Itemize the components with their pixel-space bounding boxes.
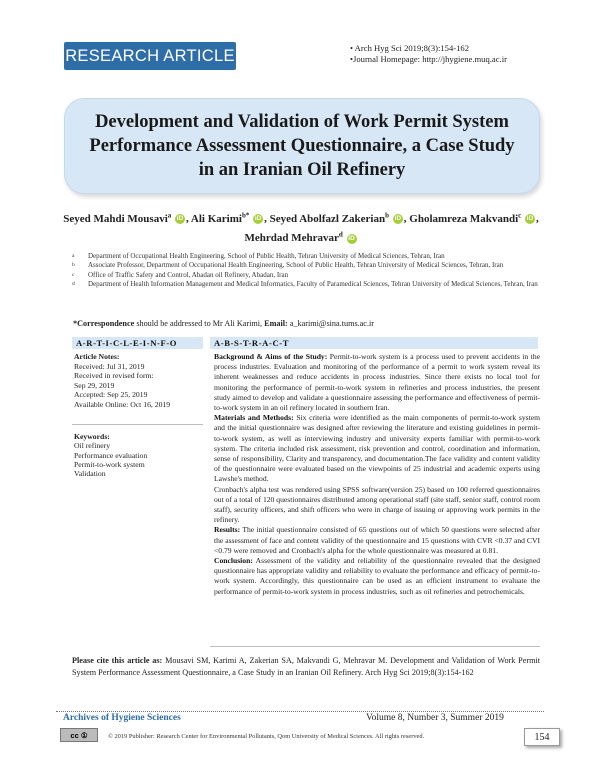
keyword: Validation	[74, 469, 106, 479]
paper-title: Development and Validation of Work Permit System Performance Assessment Questionnaire, a Case Study in an Iranian Oil Refinery	[89, 112, 515, 180]
abstract-methods: Materials and Methods: Six criteria were identified as the main components of permit-to-work system and the initial questionnaire was designed after reviewing the literature and existing guidelines in permit-to-work system, as well as interviewing industry and university experts familiar with permit-to-work system. The criteria included risk assessment, risk prevention and control, coordination and information, sense of responsibility, Clarity and transparency, and documentation.The face validity and content validity of the questionnaire were evaluated based on the viewpoints of 25 industrial and academic experts using Lawshe's method.	[214, 413, 540, 484]
email-link[interactable]: a_karimi@sina.tums.ac.ir	[287, 319, 374, 328]
affiliation: b Associate Professor, Department of Occupational Health Engineering, School of Public Health, Tehran University of Medical Sciences, Tehran, Iran	[72, 261, 504, 270]
orcid-icon[interactable]: iD	[254, 215, 262, 223]
cite-block: Please cite this article as: Mousavi SM, Karimi A, Zakerian SA, Makvandi G, Mehravar M. Development and Validation of Work Permit System Performance Assessment Questionnaire, a Case Study in an Iranian Oil Refinery. Arch Hyg Sci 2019;8(3):154-162	[72, 656, 540, 677]
article-notes: Article Notes: Received: Jul 31, 2019 Received in revised form: Sep 29, 2019 Accepted: Sep 25, 2019 Available Online: Oct 16, 2019	[74, 352, 204, 409]
divider	[210, 646, 540, 647]
page-number: 154	[524, 728, 560, 746]
creative-commons-icon[interactable]: cc ①	[60, 728, 98, 742]
abstract-results: Results: The initial questionnaire consisted of 65 questions out of which 50 questions were selected after the assessment of face and content validity of the questionnaire and 15 questions with CVR <0.37 and CVI <0.79 were removed and Cronbach's alpha for the whole questionnaire was measured at 0.81.	[214, 525, 540, 555]
affiliation: c Office of Traffic Safety and Control, Abadan oil Refinery, Abadan, Iran	[72, 270, 289, 279]
orcid-icon[interactable]: iD	[176, 215, 184, 223]
divider	[72, 424, 203, 425]
abstract-background: Background & Aims of the Study: Permit-to-work system is a process used to prevent accidents in the process industries. Evaluation and monitoring of the performance of a permit to work system reveal its inherent weaknesses and reduce accidents in process industries. Since there exists no local tool for monitoring the performance of permit-to-work system in refineries and process industries, the present study aimed to develop and validate a questionnaire assessing the performance and effectiveness of permit-to-work system in an oil refinery located in southern Iran.	[214, 352, 540, 413]
affiliation: a Department of Occupational Health Engineering, School of Public Health, Tehran University of Medical Sciences, Tehran, Iran	[72, 252, 445, 260]
author-list: Seyed Mahdi Mousavi$^a$ iD , Ali Karimi$^{b*}$ iD , Seyed Abolfazl Zakerian$^b$ iD , Gholamreza Makvandi$^c$ iD , Mehrdad Mehravar$^d$ iD	[63, 211, 539, 245]
homepage-line[interactable]: •Journal Homepage: http://jhygiene.muq.ac.ir	[350, 54, 507, 64]
abstract-header: A-B-S-T-R-A-C-T	[210, 337, 538, 349]
author: Ali Karimi$^{b*}$	[190, 211, 250, 225]
author: Mehrdad Mehravar$^d$	[244, 230, 343, 245]
abstract-conclusion: Conclusion: Assessment of the validity and reliability of the questionnaire revealed that the designed questionnaire has appropriate validity and reliability to evaluate the performance and efficacy of permit-to-work system. Accordingly, this questionnaire can be used as an efficient instrument to evaluate the performance of permit-to-work system in process industries, such as oil refineries and petrochemicals.	[214, 556, 540, 596]
affiliation: d Department of Health Information Management and Medical Informatics, Faculty of Paramedical Sciences, Tehran University of Medical Sciences, Tehran, Iran	[72, 279, 538, 288]
keyword: Permit-to-work system	[74, 459, 145, 469]
author: Gholamreza Makvandi$^c$	[409, 211, 522, 225]
keyword: Performance evaluation	[74, 450, 148, 460]
keywords: Keywords: Oil refinery Performance evaluation Permit-to-work system Validation	[74, 432, 204, 478]
orcid-icon[interactable]: iD	[526, 215, 534, 223]
note-line: Available Online: Oct 16, 2019	[74, 399, 171, 409]
copyright-notice: © 2019 Publisher: Research Center for Environmental Pollutants, Qom University of Medical Sciences. All rights reserved.	[108, 733, 425, 740]
orcid-icon[interactable]: iD	[394, 215, 402, 223]
footer-issue: Volume 8, Number 3, Summer 2019	[366, 713, 504, 723]
citation-line: • Arch Hyg Sci 2019;8(3):154-162	[350, 43, 470, 53]
note-line: Received: Jul 31, 2019	[74, 361, 145, 371]
article-info-header: A-R-T-I-C-L-E-I-N-F-O	[72, 337, 203, 349]
correspondence: *Correspondence should be addressed to Mr Ali Karimi, Email: a_karimi@sina.tums.ac.ir	[73, 319, 374, 328]
footer-divider	[56, 711, 544, 712]
affiliations	[72, 252, 548, 289]
footer-journal-name: Archives of Hygiene Sciences	[63, 713, 181, 723]
author: Seyed Abolfazl Zakerian$^b$	[269, 211, 390, 225]
abstract-methods-cont: Cronbach's alpha test was rendered using SPSS software(version 25) based on 100 referred questionnaires out of a total of 120 questionnaires distributed among operational staff (site staff, senior staff, control room staff), security officers, and shift officers who were in charge of issuing or approving work permits in the refinery.	[214, 484, 540, 525]
journal-meta	[350, 43, 507, 65]
author: Seyed Mahdi Mousavi$^a$	[63, 211, 172, 225]
note-line: Accepted: Sep 25, 2019	[74, 390, 148, 399]
keyword: Oil refinery	[74, 441, 111, 451]
abstract-body	[214, 352, 540, 597]
title-box	[64, 98, 540, 194]
note-line: Received in revised form:	[74, 371, 154, 380]
orcid-icon[interactable]: iD	[348, 234, 355, 242]
article-type-badge: RESEARCH ARTICLE	[64, 42, 236, 70]
note-line: Sep 29, 2019	[74, 380, 115, 390]
